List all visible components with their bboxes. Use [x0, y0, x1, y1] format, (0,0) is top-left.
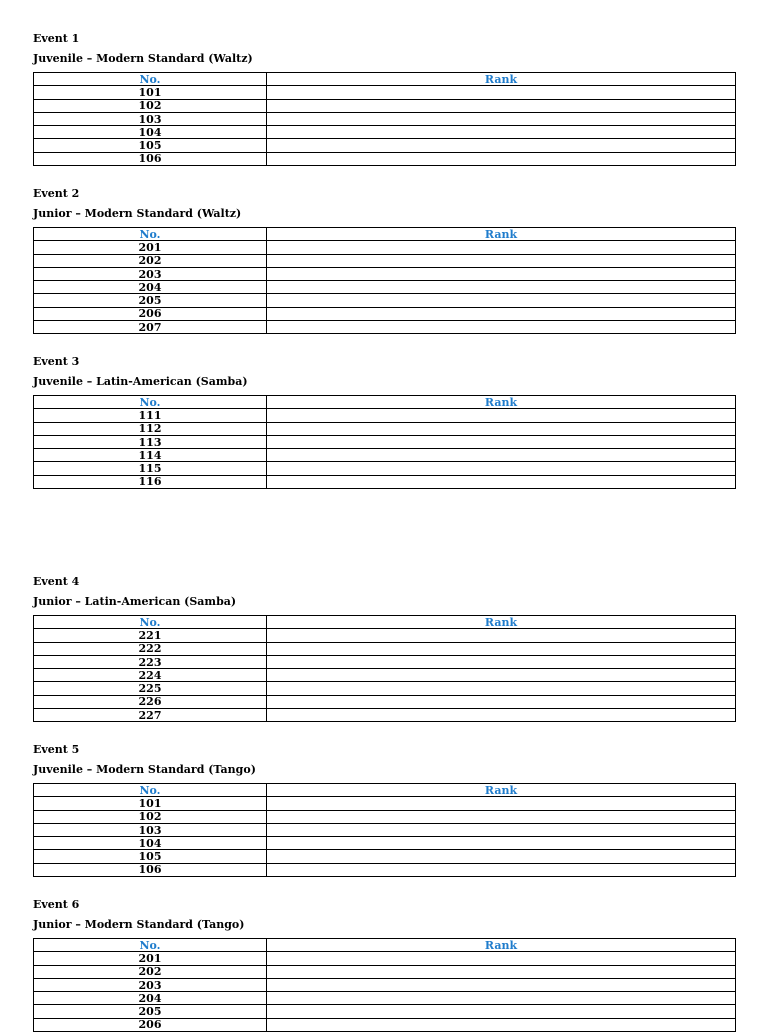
table-row [34, 112, 736, 125]
rank-cell[interactable] [267, 462, 736, 475]
event-subtitle: Juvenile – Modern Standard (Waltz) [33, 52, 253, 65]
competitor-number: 203 [34, 978, 267, 991]
competitor-number: 104 [34, 837, 267, 850]
rank-cell[interactable] [267, 629, 736, 642]
table-row [34, 810, 736, 823]
table-header-row [34, 939, 736, 952]
rank-cell[interactable] [267, 126, 736, 139]
event-title: Event 5 [33, 743, 80, 756]
competitor-number: 227 [34, 709, 267, 722]
column-header-no: No. [34, 784, 267, 797]
table-row [34, 294, 736, 307]
competitor-number: 202 [34, 965, 267, 978]
competitor-number: 223 [34, 655, 267, 668]
competitor-number: 101 [34, 86, 267, 99]
competitor-number: 204 [34, 992, 267, 1005]
rank-cell[interactable] [267, 669, 736, 682]
rank-cell[interactable] [267, 112, 736, 125]
table-row [34, 254, 736, 267]
table-row [34, 709, 736, 722]
competitor-number: 202 [34, 254, 267, 267]
competitor-number: 112 [34, 422, 267, 435]
rank-cell[interactable] [267, 850, 736, 863]
rank-cell[interactable] [267, 449, 736, 462]
competitor-number: 224 [34, 669, 267, 682]
rank-cell[interactable] [267, 709, 736, 722]
competitor-number: 207 [34, 321, 267, 334]
competitor-number: 102 [34, 810, 267, 823]
table-row [34, 850, 736, 863]
rank-table [33, 72, 736, 166]
competitor-number: 101 [34, 797, 267, 810]
event-subtitle: Junior – Latin-American (Samba) [33, 595, 237, 608]
event-subtitle: Juvenile – Latin-American (Samba) [33, 375, 248, 388]
rank-cell[interactable] [267, 307, 736, 320]
table-row [34, 992, 736, 1005]
competitor-number: 114 [34, 449, 267, 462]
table-row [34, 281, 736, 294]
table-row [34, 86, 736, 99]
rank-cell[interactable] [267, 409, 736, 422]
rank-cell[interactable] [267, 1005, 736, 1018]
rank-cell[interactable] [267, 294, 736, 307]
event-section [33, 32, 735, 166]
column-header-rank: Rank [267, 396, 736, 409]
competitor-number: 205 [34, 294, 267, 307]
competitor-number: 115 [34, 462, 267, 475]
table-row [34, 462, 736, 475]
table-header-row [34, 616, 736, 629]
rank-cell[interactable] [267, 139, 736, 152]
column-header-no: No. [34, 396, 267, 409]
rank-cell[interactable] [267, 863, 736, 876]
rank-table [33, 783, 736, 877]
rank-cell[interactable] [267, 992, 736, 1005]
competitor-number: 103 [34, 112, 267, 125]
rank-cell[interactable] [267, 281, 736, 294]
column-header-no: No. [34, 73, 267, 86]
competitor-number: 222 [34, 642, 267, 655]
rank-cell[interactable] [267, 422, 736, 435]
table-row [34, 1018, 736, 1031]
rank-cell[interactable] [267, 86, 736, 99]
competitor-number: 205 [34, 1005, 267, 1018]
event-section [33, 355, 735, 489]
competitor-number: 201 [34, 241, 267, 254]
rank-cell[interactable] [267, 241, 736, 254]
competitor-number: 105 [34, 139, 267, 152]
rank-cell[interactable] [267, 965, 736, 978]
table-row [34, 695, 736, 708]
table-row [34, 475, 736, 488]
event-title: Event 2 [33, 187, 80, 200]
table-row [34, 965, 736, 978]
table-row [34, 422, 736, 435]
competitor-number: 102 [34, 99, 267, 112]
event-title: Event 1 [33, 32, 80, 45]
table-row [34, 642, 736, 655]
rank-cell[interactable] [267, 695, 736, 708]
event-title: Event 3 [33, 355, 80, 368]
table-row [34, 435, 736, 448]
column-header-rank: Rank [267, 939, 736, 952]
rank-cell[interactable] [267, 152, 736, 165]
table-row [34, 952, 736, 965]
table-row [34, 241, 736, 254]
event-section [33, 898, 735, 1032]
competitor-number: 104 [34, 126, 267, 139]
event-title: Event 4 [33, 575, 80, 588]
table-row [34, 267, 736, 280]
table-row [34, 797, 736, 810]
event-section [33, 187, 735, 334]
competitor-number: 201 [34, 952, 267, 965]
rank-cell[interactable] [267, 978, 736, 991]
competitor-number: 225 [34, 682, 267, 695]
column-header-rank: Rank [267, 228, 736, 241]
rank-cell[interactable] [267, 99, 736, 112]
rank-table [33, 615, 736, 722]
competitor-number: 113 [34, 435, 267, 448]
table-row [34, 409, 736, 422]
event-title: Event 6 [33, 898, 80, 911]
table-row [34, 321, 736, 334]
table-row [34, 449, 736, 462]
competitor-number: 226 [34, 695, 267, 708]
table-row [34, 1005, 736, 1018]
rank-cell[interactable] [267, 797, 736, 810]
table-row [34, 139, 736, 152]
rank-cell[interactable] [267, 952, 736, 965]
table-row [34, 863, 736, 876]
competitor-number: 204 [34, 281, 267, 294]
event-subtitle: Juvenile – Modern Standard (Tango) [33, 763, 256, 776]
table-row [34, 655, 736, 668]
event-section [33, 575, 735, 722]
rank-cell[interactable] [267, 267, 736, 280]
event-section [33, 743, 735, 877]
rank-cell[interactable] [267, 435, 736, 448]
event-subtitle: Junior – Modern Standard (Tango) [33, 918, 245, 931]
column-header-rank: Rank [267, 784, 736, 797]
table-header-row [34, 784, 736, 797]
rank-cell[interactable] [267, 823, 736, 836]
table-row [34, 307, 736, 320]
table-row [34, 669, 736, 682]
rank-table [33, 395, 736, 489]
table-header-row [34, 228, 736, 241]
competitor-number: 103 [34, 823, 267, 836]
rank-cell[interactable] [267, 642, 736, 655]
rank-cell[interactable] [267, 1018, 736, 1031]
column-header-no: No. [34, 939, 267, 952]
competitor-number: 203 [34, 267, 267, 280]
rank-table [33, 227, 736, 334]
rank-cell[interactable] [267, 475, 736, 488]
table-row [34, 682, 736, 695]
column-header-rank: Rank [267, 73, 736, 86]
rank-cell[interactable] [267, 655, 736, 668]
column-header-no: No. [34, 616, 267, 629]
rank-cell[interactable] [267, 321, 736, 334]
competitor-number: 221 [34, 629, 267, 642]
column-header-rank: Rank [267, 616, 736, 629]
table-row [34, 837, 736, 850]
table-row [34, 99, 736, 112]
competitor-number: 106 [34, 152, 267, 165]
table-row [34, 126, 736, 139]
table-row [34, 629, 736, 642]
competitor-number: 111 [34, 409, 267, 422]
column-header-no: No. [34, 228, 267, 241]
rank-cell[interactable] [267, 682, 736, 695]
table-row [34, 152, 736, 165]
table-row [34, 978, 736, 991]
competitor-number: 106 [34, 863, 267, 876]
competitor-number: 105 [34, 850, 267, 863]
event-subtitle: Junior – Modern Standard (Waltz) [33, 207, 242, 220]
table-header-row [34, 73, 736, 86]
competitor-number: 116 [34, 475, 267, 488]
rank-cell[interactable] [267, 837, 736, 850]
rank-cell[interactable] [267, 810, 736, 823]
competitor-number: 206 [34, 1018, 267, 1031]
competitor-number: 206 [34, 307, 267, 320]
table-row [34, 823, 736, 836]
table-header-row [34, 396, 736, 409]
rank-table [33, 938, 736, 1032]
rank-cell[interactable] [267, 254, 736, 267]
